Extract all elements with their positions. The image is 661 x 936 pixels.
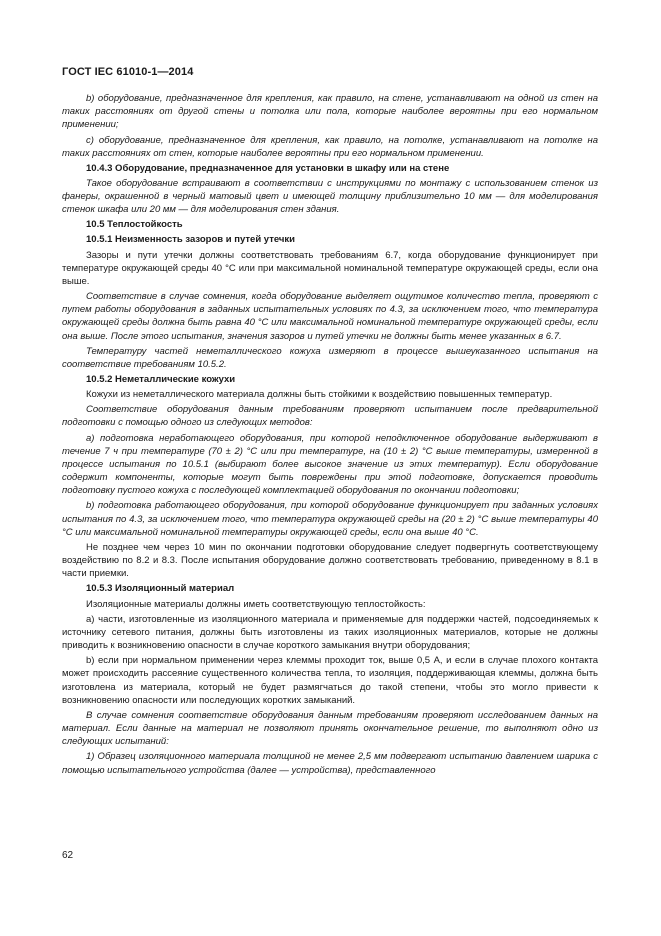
- paragraph: В случае сомнения соответствие оборудования данным требованиям проверяют исследованием данных на материал. Если данные на материал не позволяют принять окончательное решение, то выполняют одно из следующих испытаний:: [62, 709, 598, 748]
- document-body: [62, 92, 598, 779]
- paragraph: Температуру частей неметаллического кожуха измеряют в процессе вышеуказанного испытания на соответствие требованиям 10.5.2.: [62, 345, 598, 370]
- paragraph: Не позднее чем через 10 мин по окончании подготовки оборудование следует подвергнуть соответствующему воздействию по 8.2 и 8.3. После испытания оборудование должно соответствовать требованию, приведенному в 8.1 в части приемки.: [62, 541, 598, 580]
- paragraph: Кожухи из неметаллического материала должны быть стойкими к воздействию повышенных температур.: [86, 389, 553, 401]
- paragraph: а) части, изготовленные из изоляционного материала и применяемые для поддержки частей, подсоединяемых к источнику сетевого питания, должны быть изготовлены из таких изоляционных материалов, которые не должны приводить к возникновению опасности в случае короткого замыкания внутри оборудования;: [62, 613, 598, 652]
- paragraph: b) если при нормальном применении через клеммы проходит ток, выше 0,5 А, и если в случае плохого контакта может происходить рассеяние существенного количества тепла, то изоляция, поддерживающая клеммы, должна быть изготовлена из материала, который не будет размягчаться до такой степени, чтобы это могло привести к возникновению опасности или последующих коротких замыканий.: [62, 655, 598, 706]
- page-number: 62: [62, 850, 74, 861]
- paragraph: 1) Образец изоляционного материала толщиной не менее 2,5 мм подвергают испытанию давлением шарика с помощью испытательного устройства (далее — устройства), представленного: [62, 751, 598, 776]
- paragraph: c) оборудование, предназначенное для крепления, как правило, на потолке, устанавливают на потолке на таких расстояниях от стен, которые наиболее вероятны при его нормальном применении.: [62, 134, 598, 159]
- section-heading: 10.5.3 Изоляционный материал: [86, 583, 235, 595]
- document-header: ГОСТ IEC 61010-1—2014: [62, 66, 194, 78]
- paragraph: Соответствие оборудования данным требованиям проверяют испытанием после предварительной подготовки с помощью одного из следующих методов:: [62, 404, 598, 429]
- section-heading: 10.4.3 Оборудование, предназначенное для установки в шкафу или на стене: [86, 162, 450, 174]
- section-heading: 10.5.1 Неизменность зазоров и путей утечки: [86, 234, 296, 246]
- paragraph: b) оборудование, предназначенное для крепления, как правило, на стене, устанавливают на одной из стен на таких расстояниях от другой стены и потолка или пола, которые наиболее вероятны при его нормальном применении;: [62, 93, 598, 131]
- paragraph: Такое оборудование встраивают в соответствии с инструкциями по монтажу с использованием стенок из фанеры, окрашенной в черный матовый цвет и имеющей толщину приблизительно 10 мм — для моделирования стенок шкафа или 20 мм — для моделирования стен здания.: [62, 177, 598, 216]
- paragraph: Изоляционные материалы должны иметь соответствующую теплостойкость:: [86, 598, 426, 610]
- paragraph: b) подготовка работающего оборудования, при которой оборудование функционирует при заданных условиях испытания по 4.3, за исключением того, что температура окружающей среды на (20 ± 2) °С выше температуры 40 °С или максимальной номинальной температуры окружающей среды, если она выше 40 °С.: [62, 500, 598, 538]
- paragraph: а) подготовка неработающего оборудования, при которой неподключенное оборудование выдерживают в течение 7 ч при температуре (70 ± 2) °С или при температуре, на (10 ± 2) °С выше температуры, измеренной в процессе испытания по 10.5.1 (выбирают более высокое значение из этих температур). Если оборудование содержит компоненты, которые могут быть повреждены при этой подготовке, допускается проводить подготовку пустого кожуха с последующей комплектацией оборудования по окончании подготовки;: [62, 432, 598, 497]
- paragraph: Зазоры и пути утечки должны соответствовать требованиям 6.7, когда оборудование функционирует при температуре окружающей среды 40 °С или при максимальной номинальной температуре окружающей среды, если она выше.: [62, 249, 598, 287]
- section-heading: 10.5.2 Неметаллические кожухи: [86, 374, 236, 386]
- section-heading: 10.5 Теплостойкость: [86, 219, 183, 231]
- paragraph: Соответствие в случае сомнения, когда оборудование выделяет ощутимое количество тепла, проверяют с путем работы оборудования в заданных испытательных условиях по 4.3, за исключением того, что температура окружающей среды должна быть равна 40 °С или максимальной номинальной температуре окружающей среды, если она выше. После этого испытания, значения зазоров и путей утечки не должны быть менее указанных в 6.7.: [62, 291, 598, 342]
